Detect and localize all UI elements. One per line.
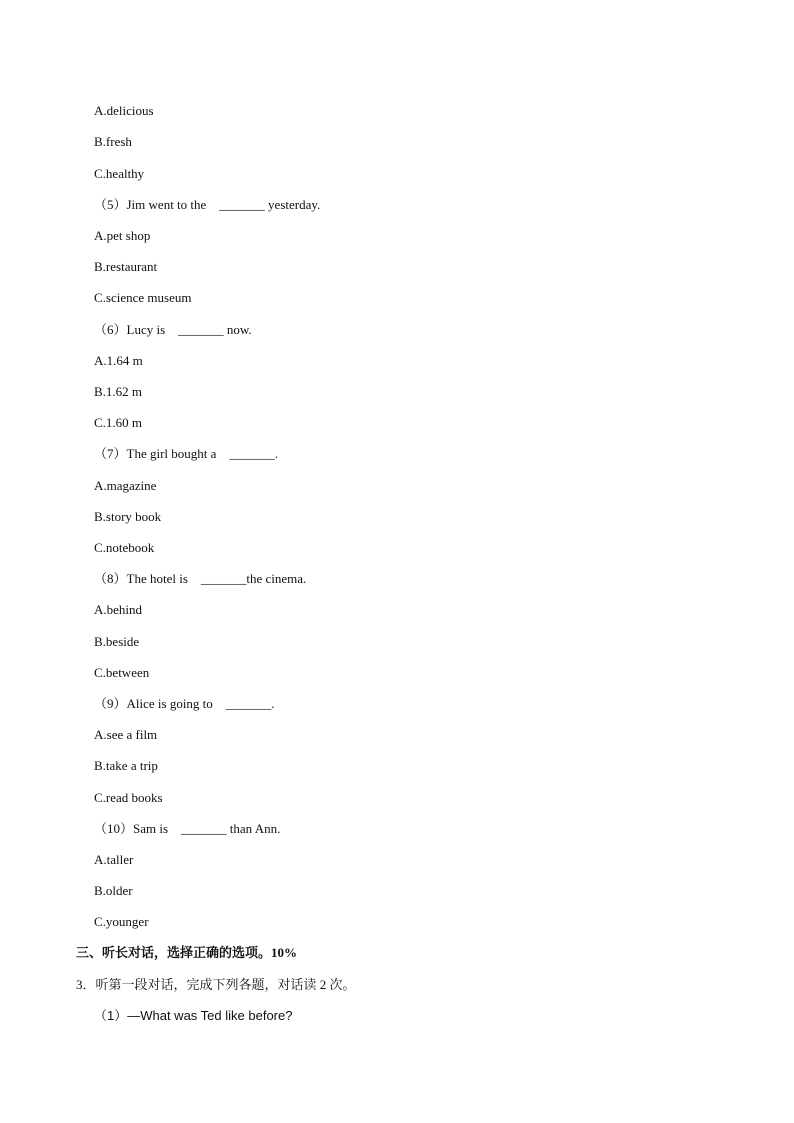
question-line: （6）Lucy is _______ now.: [94, 322, 252, 337]
option-line: B.beside: [94, 634, 140, 649]
option-line: B.restaurant: [94, 259, 158, 274]
question-instruction: 3．听第一段对话，完成下列各题，对话读 2 次。: [76, 977, 356, 992]
option-line: A.taller: [94, 852, 134, 867]
question-line: （10）Sam is _______ than Ann.: [94, 821, 281, 836]
option-line: A.behind: [94, 602, 143, 617]
option-line: C.between: [94, 665, 150, 680]
option-line: C.younger: [94, 914, 149, 929]
option-line: A.magazine: [94, 478, 157, 493]
question-line: （1）—What was Ted like before?: [94, 1008, 293, 1023]
option-line: B.take a trip: [94, 758, 158, 773]
option-line: C.read books: [94, 790, 163, 805]
option-line: A.1.64 m: [94, 353, 143, 368]
option-line: C.1.60 m: [94, 415, 143, 430]
option-line: B.story book: [94, 509, 162, 524]
question-line: （5）Jim went to the _______ yesterday.: [94, 197, 321, 212]
option-line: C.notebook: [94, 540, 155, 555]
option-line: C.science museum: [94, 290, 192, 305]
option-line: B.fresh: [94, 134, 132, 149]
option-line: C.healthy: [94, 166, 145, 181]
option-line: B.1.62 m: [94, 384, 143, 399]
option-line: B.older: [94, 883, 133, 898]
question-line: （9）Alice is going to _______.: [94, 696, 275, 711]
option-line: A.delicious: [94, 103, 154, 118]
question-line: （7）The girl bought a _______.: [94, 446, 279, 461]
option-line: A.pet shop: [94, 228, 151, 243]
section-heading: 三、听长对话，选择正确的选项。10%: [76, 945, 298, 960]
question-line: （8）The hotel is _______the cinema.: [94, 571, 307, 586]
option-line: A.see a film: [94, 727, 158, 742]
